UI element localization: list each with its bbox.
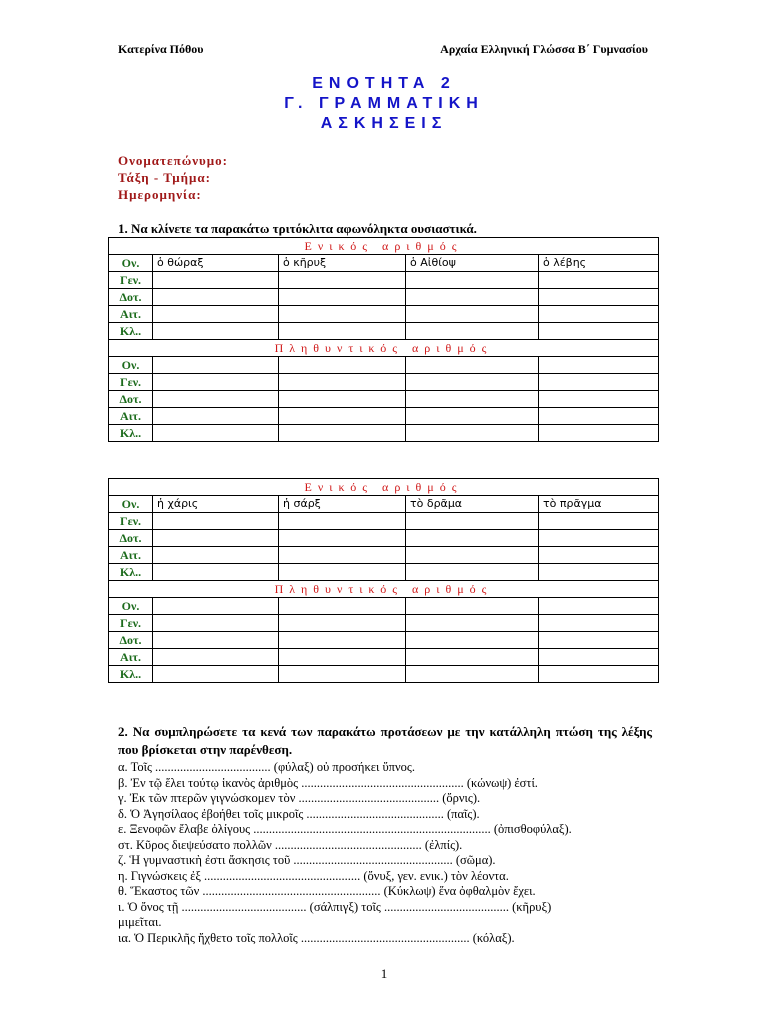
answer-cell[interactable] — [406, 357, 539, 374]
answer-cell[interactable] — [153, 408, 279, 425]
case-label: Γεν. — [109, 374, 153, 391]
answer-cell[interactable] — [406, 649, 539, 666]
case-label: Αιτ. — [109, 408, 153, 425]
answer-cell[interactable] — [539, 632, 659, 649]
declension-table-1 — [108, 237, 659, 442]
answer-cell[interactable] — [406, 615, 539, 632]
document-title — [0, 74, 768, 134]
case-label: Γεν. — [109, 272, 153, 289]
answer-cell[interactable] — [539, 374, 659, 391]
answer-cell[interactable] — [406, 632, 539, 649]
answer-cell[interactable] — [279, 289, 406, 306]
case-label: Αιτ. — [109, 649, 153, 666]
answer-cell[interactable] — [279, 272, 406, 289]
answer-cell[interactable] — [406, 408, 539, 425]
case-label: Δοτ. — [109, 391, 153, 408]
answer-cell[interactable] — [153, 374, 279, 391]
case-label: Κλ.. — [109, 425, 153, 442]
answer-cell[interactable] — [153, 391, 279, 408]
answer-cell[interactable] — [539, 666, 659, 683]
answer-cell[interactable] — [153, 666, 279, 683]
answer-cell[interactable] — [406, 598, 539, 615]
answer-cell[interactable] — [279, 564, 406, 581]
answer-cell[interactable] — [153, 272, 279, 289]
answer-cell[interactable] — [153, 323, 279, 340]
case-label: Κλ.. — [109, 323, 153, 340]
noun-cell: ὁ κῆρυξ — [279, 255, 406, 272]
sentence: ζ. Ἡ γυμναστικὴ ἐστι ἄσκησις τοῦ ................................................... (σῶμα). — [118, 853, 496, 867]
answer-cell[interactable] — [153, 357, 279, 374]
author-name: Κατερίνα Πόθου — [118, 42, 204, 56]
answer-cell[interactable] — [539, 598, 659, 615]
answer-cell[interactable] — [153, 530, 279, 547]
case-label: Ον. — [109, 598, 153, 615]
answer-cell[interactable] — [153, 564, 279, 581]
plural-heading: Πληθυντικός αριθμός — [109, 340, 659, 357]
sentence: α. Τοῖς ..................................... (φύλαξ) οὐ προσήκει ὕπνος. — [118, 760, 415, 774]
answer-cell[interactable] — [539, 649, 659, 666]
answer-cell[interactable] — [539, 306, 659, 323]
declension-table-2 — [108, 478, 659, 683]
sentence: στ. Κῦρος διεψεύσατο πολλῶν ............................................... (ἐλπίς). — [118, 837, 463, 852]
noun-cell: ὁ θώραξ — [153, 255, 279, 272]
answer-cell[interactable] — [279, 649, 406, 666]
case-label: Ον. — [109, 496, 153, 513]
answer-cell[interactable] — [406, 306, 539, 323]
answer-cell[interactable] — [406, 513, 539, 530]
answer-cell[interactable] — [406, 530, 539, 547]
sentence: θ. Ἕκαστος τῶν ......................................................... (Κύκλωψ) ἕνα ὀφθαλμὸν ἔχει. — [118, 884, 536, 898]
class-label: Τάξη - Τμήμα: — [118, 170, 211, 185]
answer-cell[interactable] — [539, 357, 659, 374]
answer-cell[interactable] — [406, 391, 539, 408]
case-label: Δοτ. — [109, 289, 153, 306]
case-label: Δοτ. — [109, 632, 153, 649]
answer-cell[interactable] — [406, 564, 539, 581]
answer-cell[interactable] — [539, 272, 659, 289]
sentence: δ. Ὁ Ἀγησίλαος ἐβοήθει τοῖς μικροῖς ............................................ (παῖς). — [118, 806, 480, 821]
answer-cell[interactable] — [153, 632, 279, 649]
answer-cell[interactable] — [406, 272, 539, 289]
title-unit: ΕΝΟΤΗΤΑ 2 — [312, 75, 456, 92]
singular-heading: Ενικός αριθμός — [109, 479, 659, 496]
answer-cell[interactable] — [153, 649, 279, 666]
answer-cell[interactable] — [279, 306, 406, 323]
answer-cell[interactable] — [406, 425, 539, 442]
answer-cell[interactable] — [539, 547, 659, 564]
answer-cell[interactable] — [539, 289, 659, 306]
answer-cell[interactable] — [279, 530, 406, 547]
page-number: 1 — [380, 966, 388, 981]
case-label: Ον. — [109, 255, 153, 272]
plural-heading: Πληθυντικός αριθμός — [109, 581, 659, 598]
answer-cell[interactable] — [279, 425, 406, 442]
answer-cell[interactable] — [153, 513, 279, 530]
answer-cell[interactable] — [406, 666, 539, 683]
noun-cell: τὸ πρᾶγμα — [539, 496, 659, 513]
case-label: Αιτ. — [109, 547, 153, 564]
answer-cell[interactable] — [539, 391, 659, 408]
noun-cell: ἡ σάρξ — [279, 496, 406, 513]
answer-cell[interactable] — [279, 374, 406, 391]
sentence: ια. Ὁ Περικλῆς ἤχθετο τοῖς πολλοῖς ...................................................... (κόλαξ). — [118, 930, 515, 945]
answer-cell[interactable] — [406, 374, 539, 391]
answer-cell[interactable] — [279, 323, 406, 340]
answer-cell[interactable] — [153, 425, 279, 442]
answer-cell[interactable] — [153, 598, 279, 615]
answer-cell[interactable] — [279, 598, 406, 615]
exercise2-instruction: 2. Να συμπληρώσετε τα κενά των παρακάτω προτάσεων με την κατάλληλη πτώση της λέξης που βρίσκεται στην παρένθεση. — [118, 724, 652, 757]
answer-cell[interactable] — [279, 357, 406, 374]
sentence: ι. Ὁ ὄνος τῇ ........................................ (σάλπιγξ) τοῖς ........................................ (κῆρυξ) — [118, 899, 552, 914]
answer-cell[interactable] — [279, 615, 406, 632]
case-label: Ον. — [109, 357, 153, 374]
singular-heading: Ενικός αριθμός — [109, 238, 659, 255]
answer-cell[interactable] — [406, 323, 539, 340]
sentence: η. Γιγνώσκεις ἐξ .................................................. (ὄνυξ, γεν. ενικ.) τὸν λέοντα. — [118, 868, 509, 883]
answer-cell[interactable] — [279, 632, 406, 649]
answer-cell[interactable] — [539, 530, 659, 547]
answer-cell[interactable] — [279, 666, 406, 683]
answer-cell[interactable] — [539, 408, 659, 425]
name-label: Ονοματεπώνυμο: — [118, 153, 228, 168]
answer-cell[interactable] — [153, 289, 279, 306]
noun-cell: ὁ Αἰθίοψ — [406, 255, 539, 272]
answer-cell[interactable] — [406, 547, 539, 564]
noun-cell: ὁ λέβης — [539, 255, 659, 272]
case-label: Κλ.. — [109, 564, 153, 581]
answer-cell[interactable] — [406, 289, 539, 306]
case-label: Κλ.. — [109, 666, 153, 683]
student-info — [118, 152, 228, 203]
sentence: γ. Ἐκ τῶν πτερῶν γιγνώσκομεν τὸν ............................................. (ὄρνις). — [118, 791, 481, 805]
case-label: Δοτ. — [109, 530, 153, 547]
answer-cell[interactable] — [539, 513, 659, 530]
course-title: Αρχαία Ελληνική Γλώσσα Β΄ Γυμνασίου — [440, 42, 648, 56]
title-exercises: ΑΣΚΗΣΕΙΣ — [320, 115, 448, 132]
sentence: β. Ἐν τῷ ἕλει τούτῳ ἱκανὸς ἀριθμὸς .................................................... (κώνωψ) ἐστί. — [118, 775, 538, 790]
noun-cell: ἡ χάρις — [153, 496, 279, 513]
answer-cell[interactable] — [279, 547, 406, 564]
case-label: Αιτ. — [109, 306, 153, 323]
answer-cell[interactable] — [539, 323, 659, 340]
case-label: Γεν. — [109, 615, 153, 632]
exercise1-instruction: 1. Να κλίνετε τα παρακάτω τριτόκλιτα αφωνόληκτα ουσιαστικά. — [118, 221, 477, 236]
answer-cell[interactable] — [153, 547, 279, 564]
title-section: Γ. ΓΡΑΜΜΑΤΙΚΗ — [284, 95, 484, 112]
date-label: Ημερομηνία: — [118, 187, 202, 202]
answer-cell[interactable] — [279, 391, 406, 408]
noun-cell: τὸ δρᾶμα — [406, 496, 539, 513]
answer-cell[interactable] — [539, 564, 659, 581]
answer-cell[interactable] — [153, 306, 279, 323]
answer-cell[interactable] — [153, 615, 279, 632]
answer-cell[interactable] — [539, 615, 659, 632]
answer-cell[interactable] — [539, 425, 659, 442]
answer-cell[interactable] — [279, 513, 406, 530]
sentence: ε. Ξενοφῶν ἔλαβε ὀλίγους ............................................................................ (ὀπισθοφύλαξ). — [118, 822, 572, 836]
case-label: Γεν. — [109, 513, 153, 530]
answer-cell[interactable] — [279, 408, 406, 425]
sentence: μιμεῖται. — [118, 915, 162, 929]
sentence-list — [118, 760, 652, 946]
